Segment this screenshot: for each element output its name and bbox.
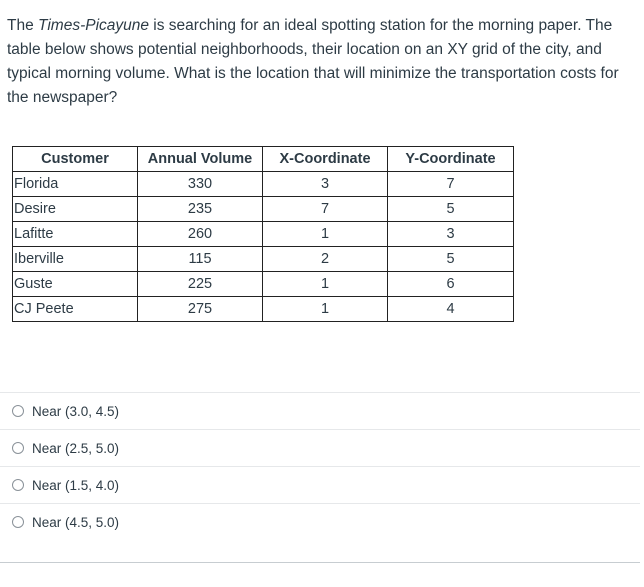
- table-header-row: [13, 147, 514, 172]
- cell-volume: 330: [138, 172, 263, 197]
- answer-option-4[interactable]: [0, 503, 640, 540]
- answer-label[interactable]: Near (3.0, 4.5): [32, 403, 120, 419]
- cell-customer: Florida: [13, 172, 138, 197]
- cell-y: 7: [388, 172, 514, 197]
- radio-button-icon[interactable]: [12, 516, 24, 528]
- cell-volume: 275: [138, 297, 263, 322]
- cell-x: 1: [263, 222, 388, 247]
- table-row: [13, 172, 514, 197]
- header-y-coordinate: Y-Coordinate: [388, 147, 514, 172]
- answer-label[interactable]: Near (2.5, 5.0): [32, 440, 120, 456]
- header-customer: Customer: [13, 147, 138, 172]
- cell-customer: Iberville: [13, 247, 138, 272]
- cell-y: 4: [388, 297, 514, 322]
- answer-option-3[interactable]: [0, 466, 640, 503]
- table-row: [13, 297, 514, 322]
- question-text: [7, 14, 641, 110]
- cell-customer: Lafitte: [13, 222, 138, 247]
- radio-button-icon[interactable]: [12, 479, 24, 491]
- cell-volume: 115: [138, 247, 263, 272]
- table-row: [13, 247, 514, 272]
- neighborhood-table: [12, 146, 514, 322]
- cell-x: 1: [263, 272, 388, 297]
- cell-x: 7: [263, 197, 388, 222]
- cell-volume: 260: [138, 222, 263, 247]
- radio-button-icon[interactable]: [12, 405, 24, 417]
- bottom-divider: [0, 562, 640, 563]
- answer-label[interactable]: Near (4.5, 5.0): [32, 514, 120, 530]
- radio-button-icon[interactable]: [12, 442, 24, 454]
- answer-choices: [0, 392, 640, 540]
- answer-option-2[interactable]: [0, 429, 640, 466]
- table-row: [13, 222, 514, 247]
- table-row: [13, 197, 514, 222]
- cell-customer: Guste: [13, 272, 138, 297]
- cell-x: 1: [263, 297, 388, 322]
- answer-option-1[interactable]: [0, 392, 640, 429]
- cell-x: 3: [263, 172, 388, 197]
- question-newspaper-name: Times-Picayune: [38, 17, 149, 34]
- cell-customer: CJ Peete: [13, 297, 138, 322]
- cell-y: 6: [388, 272, 514, 297]
- cell-y: 3: [388, 222, 514, 247]
- header-x-coordinate: X-Coordinate: [263, 147, 388, 172]
- cell-x: 2: [263, 247, 388, 272]
- question-body: is searching for an ideal spotting station for the morning paper. The table below shows potential neighborhoods, their location on an XY grid of the city, and typical morning volume. What is the location that will minimize the transportation costs for the newspaper?: [7, 17, 619, 106]
- answer-label[interactable]: Near (1.5, 4.0): [32, 477, 120, 493]
- table-row: [13, 272, 514, 297]
- cell-customer: Desire: [13, 197, 138, 222]
- cell-y: 5: [388, 247, 514, 272]
- cell-volume: 235: [138, 197, 263, 222]
- cell-y: 5: [388, 197, 514, 222]
- header-annual-volume: Annual Volume: [138, 147, 263, 172]
- cell-volume: 225: [138, 272, 263, 297]
- question-prefix: The: [7, 17, 39, 34]
